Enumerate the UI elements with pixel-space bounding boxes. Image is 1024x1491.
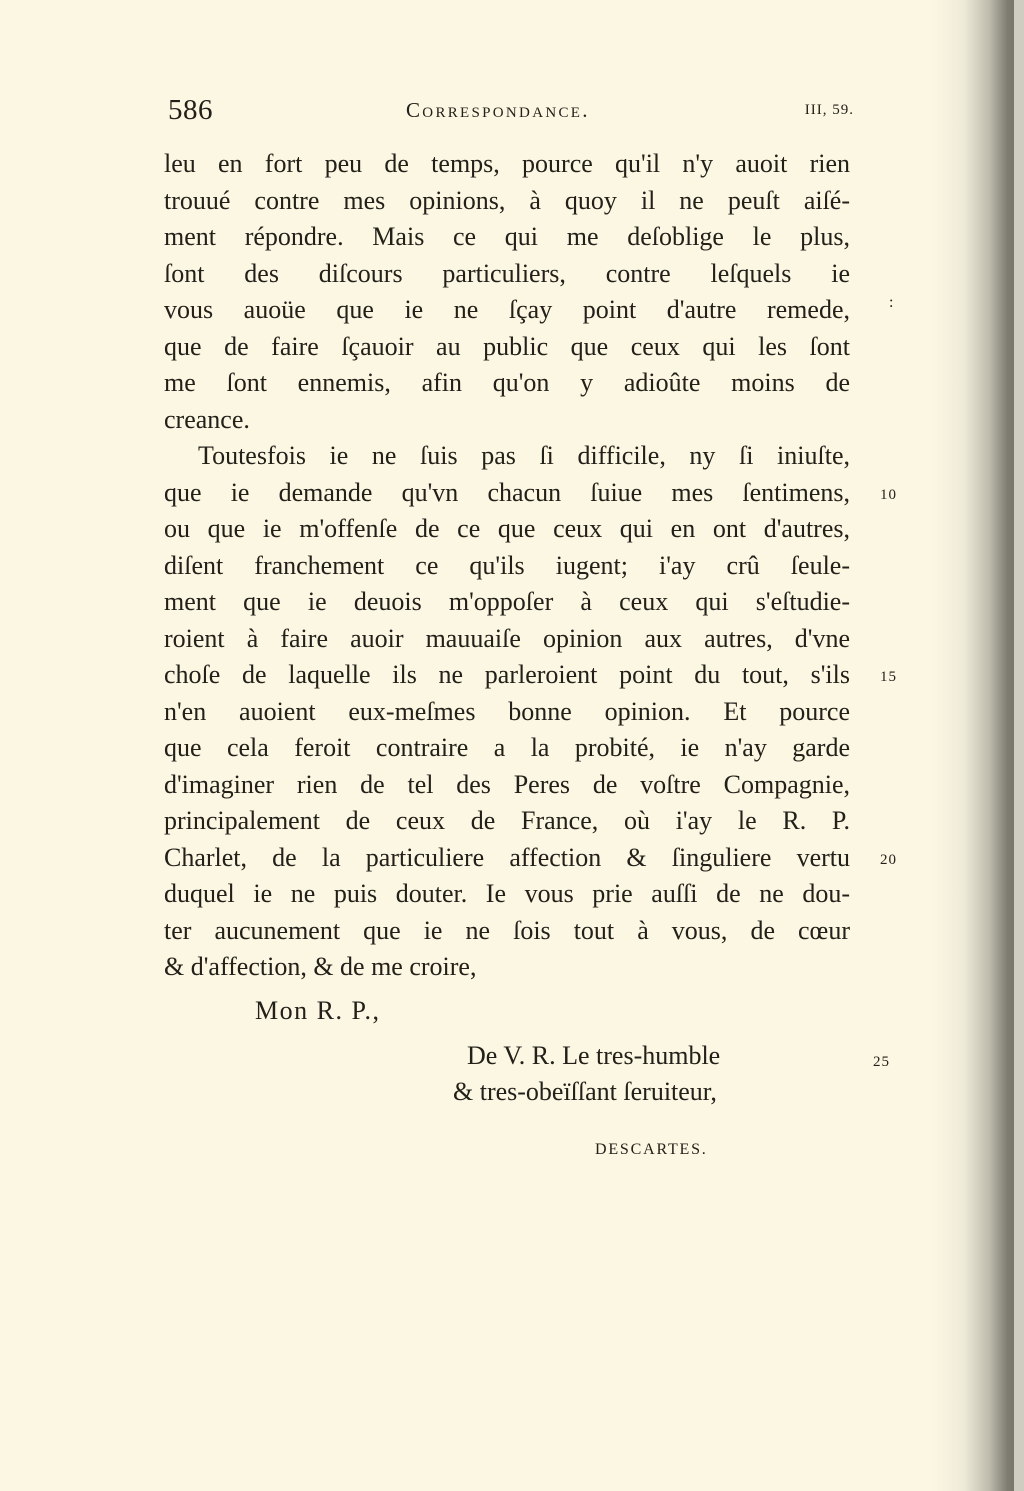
text-line: Toutesfois ie ne ſuis pas ſi difficile, ny ſi iniuſte, (198, 441, 850, 470)
author-name: DESCARTES. (595, 1141, 708, 1158)
page-header (168, 94, 856, 130)
text-line: d'imaginer rien de tel des Peres de voſtre Compagnie, (164, 769, 850, 799)
text-line: que cela feroit contraire a la probité, ie n'ay garde (164, 733, 850, 762)
margin-mark: : (889, 294, 894, 311)
text-line: ſont des diſcours particuliers, contre leſquels ie (164, 258, 850, 288)
text-line: vous auoüe que ie ne ſçay point d'autre remede, (164, 295, 850, 324)
text-line: que de faire ſçauoir au public que ceux qui les ſont (164, 331, 850, 361)
page-edge-shadow (932, 0, 1024, 1491)
text-line: leu en fort peu de temps, pource qu'il n'y auoit rien (164, 149, 850, 178)
text-line: choſe de laquelle ils ne parleroient point du tout, s'ils 15 (164, 657, 850, 694)
page-number: 586 (168, 94, 213, 126)
text-line: me ſont ennemis, afin qu'on y adioûte moins de (164, 368, 850, 397)
text-line: ou que ie m'offenſe de ce que ceux qui en ont d'autres, (164, 514, 850, 543)
text-line: diſent franchement ce qu'ils iugent; i'ay crû ſeule- (164, 550, 850, 580)
text-line: Charlet, de la particuliere affection & ſinguliere vertu 20 (164, 840, 850, 877)
running-title: Correspondance. (406, 98, 590, 122)
line-number: 10 (880, 486, 897, 503)
line-number: 15 (880, 669, 897, 685)
text-line: creance. (164, 404, 250, 434)
text-line: n'en auoient eux-meſmes bonne opinion. Et pource (164, 696, 850, 726)
text-line: principalement de ceux de France, où i'ay le R. P. (164, 806, 850, 835)
volume-reference: III, 59. (804, 102, 854, 118)
signature-line-1: De V. R. Le tres-humble (467, 1041, 721, 1070)
salutation: Mon R. P., (255, 996, 381, 1025)
text-line: que ie demande qu'vn chacun ſuiue mes ſentimens, 10 (164, 475, 850, 512)
text-line: ment répondre. Mais ce qui me deſoblige le plus, (164, 222, 850, 251)
signature-line-2: & tres-obeïſſant ſeruiteur, (453, 1077, 717, 1106)
text-line: ter aucunement que ie ne ſois tout à vous, de cœur (164, 915, 850, 945)
text-line: trouué contre mes opinions, à quoy il ne peuſt aiſé- (164, 185, 850, 215)
letter-body (164, 146, 897, 986)
text-line: duquel ie ne puis douter. Ie vous prie auſſi de ne dou- (164, 879, 850, 908)
line-number: 20 (880, 851, 897, 868)
text-line: & d'affection, & de me croire, (164, 952, 477, 981)
text-line: ment que ie deuois m'oppoſer à ceux qui s'eſtudie- (164, 587, 850, 616)
line-number: 25 (873, 1054, 890, 1070)
text-line: roient à faire auoir mauuaiſe opinion aux autres, d'vne (164, 623, 850, 653)
